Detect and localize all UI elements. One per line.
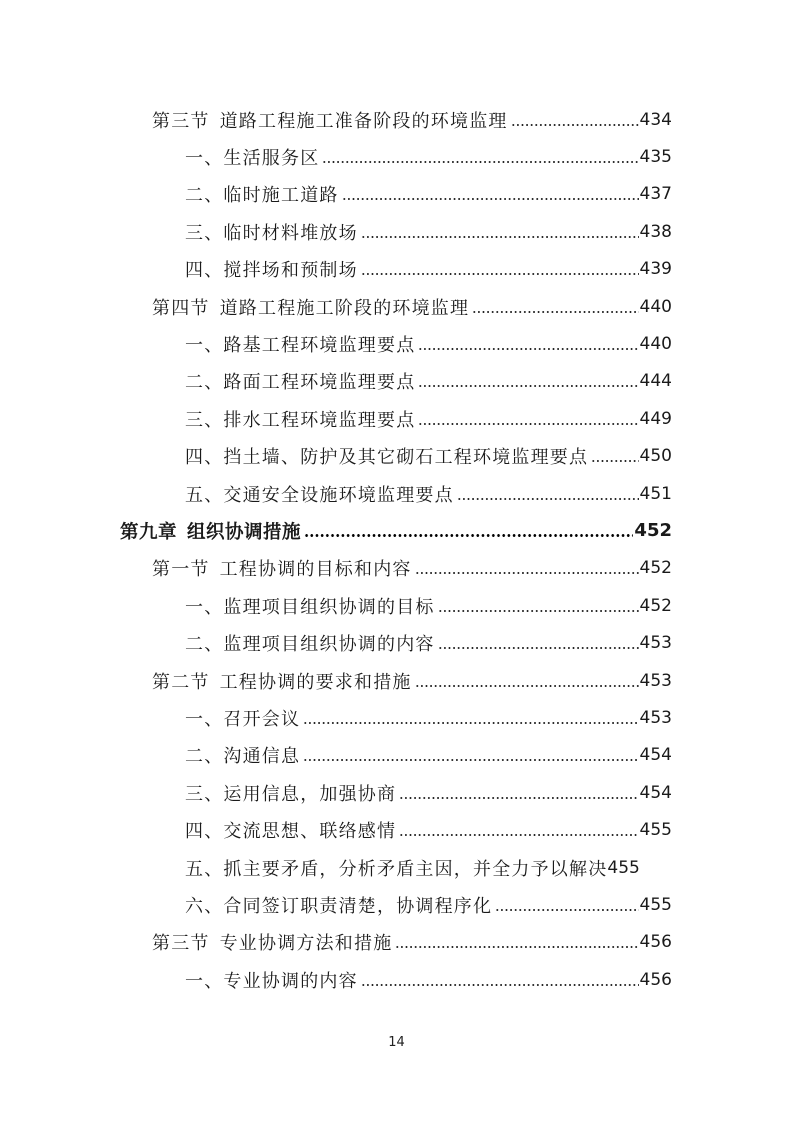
toc-entry-label: 第二节 <box>152 671 210 693</box>
toc-entry-title: 监理项目组织协调的目标 <box>223 596 435 618</box>
toc-entry-page: 452 <box>639 595 672 616</box>
toc-entry-page: 455 <box>639 820 672 841</box>
toc-entry-page: 435 <box>639 147 672 168</box>
toc-entry-label: 三、 <box>185 783 224 805</box>
toc-entry-section[interactable] <box>0 101 793 138</box>
toc-entry-label: 三、 <box>185 222 224 244</box>
dot-leader <box>436 634 639 652</box>
toc-entry-item[interactable] <box>0 176 793 213</box>
toc-entry-item[interactable] <box>0 213 793 250</box>
toc-entry-label: 二、 <box>185 372 224 394</box>
toc-entry-page: 453 <box>639 707 672 728</box>
toc-entry-label: 第三节 <box>152 110 210 132</box>
dot-leader <box>320 148 638 166</box>
toc-entry-title: 工程协调的要求和措施 <box>219 671 412 693</box>
dot-leader <box>589 447 638 465</box>
toc-entry-page: 454 <box>639 782 672 803</box>
dot-leader <box>359 971 639 989</box>
toc-entry-label: 一、 <box>185 596 224 618</box>
dot-leader <box>397 821 638 839</box>
dot-leader <box>340 185 639 203</box>
toc-entry-page: 437 <box>639 184 672 205</box>
toc-entry-page: 452 <box>639 558 672 579</box>
table-of-contents <box>0 101 793 998</box>
dot-leader <box>301 709 638 727</box>
toc-entry-label: 五、 <box>185 484 224 506</box>
toc-entry-item[interactable] <box>0 438 793 475</box>
dot-leader <box>455 485 639 503</box>
toc-entry-label: 第四节 <box>152 297 210 319</box>
toc-entry-item[interactable] <box>0 587 793 624</box>
toc-entry-page: 451 <box>639 483 672 504</box>
toc-entry-title: 工程协调的目标和内容 <box>219 559 412 581</box>
dot-leader <box>393 933 638 951</box>
toc-entry-page: 456 <box>639 932 672 953</box>
toc-entry-title: 专业协调的内容 <box>223 970 358 992</box>
dot-leader <box>416 372 638 390</box>
toc-entry-page: 440 <box>639 296 672 317</box>
toc-entry-title: 路面工程环境监理要点 <box>223 372 416 394</box>
toc-entry-item[interactable] <box>0 811 793 848</box>
toc-entry-label: 第三节 <box>152 933 210 955</box>
toc-entry-page: 444 <box>639 371 672 392</box>
toc-entry-title: 沟通信息 <box>223 746 301 768</box>
dot-leader <box>301 746 638 764</box>
toc-entry-item[interactable] <box>0 363 793 400</box>
toc-entry-label: 三、 <box>185 409 224 431</box>
toc-entry-section[interactable] <box>0 924 793 961</box>
dot-leader <box>436 597 639 615</box>
toc-entry-title: 抓主要矛盾，分析矛盾主因，并全力予以解决 <box>223 858 608 880</box>
toc-entry-title: 监理项目组织协调的内容 <box>223 634 435 656</box>
toc-entry-title: 挡土墙、防护及其它砌石工程环境监理要点 <box>223 447 589 469</box>
dot-leader <box>397 784 638 802</box>
toc-entry-title: 组织协调措施 <box>187 521 302 543</box>
toc-entry-page: 450 <box>639 446 672 467</box>
toc-entry-page: 434 <box>639 109 672 130</box>
toc-entry-title: 专业协调方法和措施 <box>219 933 393 955</box>
toc-entry-page: 438 <box>639 221 672 242</box>
dot-leader <box>470 298 638 316</box>
toc-entry-label: 一、 <box>185 335 224 357</box>
toc-entry-title: 召开会议 <box>223 708 301 730</box>
toc-entry-item[interactable] <box>0 624 793 661</box>
toc-entry-label: 一、 <box>185 970 224 992</box>
toc-entry-label: 一、 <box>185 148 224 170</box>
toc-entry-title: 道路工程施工准备阶段的环境监理 <box>219 110 508 132</box>
toc-entry-title: 搅拌场和预制场 <box>223 260 358 282</box>
toc-entry-label: 六、 <box>185 895 224 917</box>
dot-leader <box>302 522 633 540</box>
toc-entry-label: 第一节 <box>152 559 210 581</box>
toc-entry-label: 第九章 <box>120 521 178 543</box>
dot-leader <box>509 111 639 129</box>
toc-entry-label: 四、 <box>185 821 224 843</box>
dot-leader <box>359 260 639 278</box>
toc-entry-page: 455 <box>607 857 640 878</box>
toc-entry-title: 路基工程环境监理要点 <box>223 335 416 357</box>
toc-entry-section[interactable] <box>0 550 793 587</box>
toc-entry-label: 二、 <box>185 746 224 768</box>
toc-entry-section[interactable] <box>0 288 793 325</box>
toc-entry-page: 456 <box>639 969 672 990</box>
toc-entry-title: 交流思想、联络感情 <box>223 821 397 843</box>
toc-entry-page: 455 <box>639 894 672 915</box>
toc-entry-title: 临时材料堆放场 <box>223 222 358 244</box>
toc-entry-page: 449 <box>639 408 672 429</box>
page-number: 14 <box>388 1035 405 1050</box>
toc-entry-title: 合同签订职责清楚，协调程序化 <box>223 895 493 917</box>
toc-entry-item[interactable] <box>0 475 793 512</box>
toc-entry-page: 452 <box>634 520 672 542</box>
toc-entry-item[interactable] <box>0 961 793 998</box>
toc-entry-item[interactable] <box>0 849 793 886</box>
toc-entry-page: 453 <box>639 670 672 691</box>
toc-entry-item[interactable] <box>0 774 793 811</box>
toc-entry-item[interactable] <box>0 400 793 437</box>
toc-entry-page: 440 <box>639 334 672 355</box>
toc-entry-title: 临时施工道路 <box>223 185 339 207</box>
dot-leader <box>413 672 639 690</box>
dot-leader <box>416 410 638 428</box>
dot-leader <box>493 896 638 914</box>
toc-entry-item[interactable] <box>0 325 793 362</box>
toc-entry-page: 439 <box>639 259 672 280</box>
toc-entry-title: 排水工程环境监理要点 <box>223 409 416 431</box>
toc-entry-label: 二、 <box>185 185 224 207</box>
toc-entry-title: 运用信息，加强协商 <box>223 783 397 805</box>
toc-entry-item[interactable] <box>0 886 793 923</box>
dot-leader <box>416 335 638 353</box>
toc-entry-title: 生活服务区 <box>223 148 320 170</box>
toc-entry-item[interactable] <box>0 699 793 736</box>
toc-entry-item[interactable] <box>0 138 793 175</box>
dot-leader <box>413 559 639 577</box>
toc-entry-page: 454 <box>639 745 672 766</box>
toc-entry-page: 453 <box>639 633 672 654</box>
toc-entry-title: 道路工程施工阶段的环境监理 <box>219 297 470 319</box>
toc-entry-label: 四、 <box>185 447 224 469</box>
toc-entry-section[interactable] <box>0 662 793 699</box>
toc-entry-label: 二、 <box>185 634 224 656</box>
toc-entry-label: 五、 <box>185 858 224 880</box>
toc-entry-label: 一、 <box>185 708 224 730</box>
toc-entry-title: 交通安全设施环境监理要点 <box>223 484 454 506</box>
toc-entry-item[interactable] <box>0 251 793 288</box>
toc-entry-chapter[interactable] <box>0 512 793 549</box>
toc-entry-item[interactable] <box>0 737 793 774</box>
dot-leader <box>359 223 639 241</box>
toc-entry-label: 四、 <box>185 260 224 282</box>
